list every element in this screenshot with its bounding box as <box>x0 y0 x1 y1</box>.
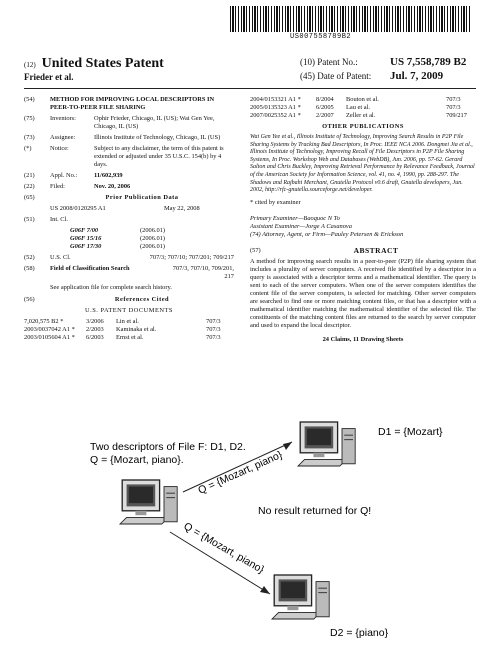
field-code: (*) <box>24 145 32 152</box>
field-label: Int. Cl. <box>50 216 68 223</box>
intcl-list <box>24 227 234 251</box>
reference-row: 2005/0135323 A1 * 6/2005 Lau et al. 707/3 <box>250 104 461 111</box>
no-result-label: No result returned for Q! <box>258 505 372 517</box>
barcode <box>230 6 470 32</box>
intcl-row: G06F 7/00 (2006.01) <box>70 227 166 234</box>
refs-heading: References Cited <box>114 296 170 303</box>
intcl-row: G06F 15/16 (2006.01) <box>70 235 166 242</box>
filed-field <box>24 183 234 191</box>
query-lower-label: Q = {Mozart, piano} <box>181 520 267 576</box>
arrow-head-icon <box>260 586 270 594</box>
appl-field <box>24 172 234 180</box>
field-search-value: 707/3, 707/10, 709/201, 217 <box>172 265 234 280</box>
appl-value: 11/602,939 <box>94 172 123 179</box>
patent-date: Jul. 7, 2009 <box>390 70 444 82</box>
representative-figure <box>20 382 480 645</box>
other-publications: Wai Gen Yee et al., Illinois Institute of Technology, Improving Search Results in P2P File Sharing Systems by Tracking Bad Descriptors, In Proc. IEEE NCA 2006. Dongmei Jia et al., Illinois Institute of Technology, Improving Recall of File Descriptors in P2P File Sharing Systems, In Proc. Workshop Web and Databases (WebDB), Jun. 2006, pp. 57-62. Gerard Salton and Chris Buckley, Improving Retrieval Performance by Relevance Feedback, Journal of the American Society for Information Science, vol. 41, no. 4, 1990, pp. 288-297. The Shadows and Rajbahi Merchant, Gnutella Protocol v0.6 draft, Gnutella developers, Jun. 2002, http://rfc-gnutella.sourceforge.net/developer. <box>250 134 475 194</box>
field-search <box>24 265 234 281</box>
field-label: Assignee: <box>50 134 76 141</box>
field-label: Field of Classification Search <box>50 265 130 272</box>
prior-pub-number: US 2008/0120295 A1 <box>50 205 106 212</box>
field-code: (75) <box>24 115 35 122</box>
querying-computer-icon <box>120 480 177 524</box>
other-publications-heading: OTHER PUBLICATIONS <box>322 123 404 130</box>
peer-d2-computer-icon <box>272 575 329 619</box>
prior-pub-row <box>24 205 234 213</box>
cited-by-examiner: * cited by examiner <box>250 198 301 206</box>
uscl-field <box>24 254 234 262</box>
patent-office-title <box>24 56 164 72</box>
figure-caption-line2: Q = {Mozart, piano}. <box>90 454 184 466</box>
patent-number: US 7,558,789 B2 <box>390 56 467 68</box>
field-code: (57) <box>250 246 261 254</box>
left-column <box>24 96 234 342</box>
patent-number-line <box>300 56 466 68</box>
field-code: (21) <box>24 172 35 179</box>
assignee-field <box>24 134 234 142</box>
field-code: (56) <box>24 296 35 303</box>
field-search-note: See application file for complete search history. <box>50 284 172 291</box>
intcl-field <box>24 216 234 224</box>
intcl-row: G06F 17/30 (2006.01) <box>70 243 166 250</box>
prior-pub-heading: Prior Publication Data <box>105 194 179 201</box>
refs-list <box>24 318 234 342</box>
field-code: (22) <box>24 183 35 190</box>
assignee-value: Illinois Institute of Technology, Chicago, IL (US) <box>94 134 221 141</box>
invention-title: METHOD FOR IMPROVING LOCAL DESCRIPTORS IN PEER-TO-PEER FILE SHARING <box>50 96 215 111</box>
notice-field <box>24 145 234 169</box>
field-code: (73) <box>24 134 35 141</box>
notice-value: Subject to any disclaimer, the term of this patent is extended or adjusted under 35 U.S.C. 154(b) by 4 days. <box>94 145 224 168</box>
reference-row: 7,020,575 B2 * 3/2006 Lin et al. 707/3 <box>24 318 221 325</box>
date-code: (45) <box>300 71 315 81</box>
peer-d1-computer-icon <box>298 422 355 466</box>
patent-no-label: Patent No.: <box>317 57 358 67</box>
refs-heading-row <box>24 296 234 304</box>
abstract-heading-row <box>250 247 476 255</box>
arrow-head-icon <box>283 442 292 450</box>
field-label: Inventors: <box>50 115 76 122</box>
country-code: (12) <box>24 61 36 69</box>
primary-examiner: Primary Examiner—Baoquoc N To <box>250 214 340 222</box>
date-label: Date of Patent: <box>317 71 372 81</box>
field-code: (52) <box>24 254 35 261</box>
reference-row: 2003/0037042 A1 * 2/2003 Kaminaka et al. 707/3 <box>24 326 221 333</box>
descriptor-d1-label: D1 = {Mozart} <box>378 426 443 438</box>
patent-no-code: (10) <box>300 57 315 67</box>
refs-list-cont <box>250 96 476 120</box>
field-code: (58) <box>24 265 35 272</box>
header-divider <box>24 88 476 89</box>
field-code: (65) <box>24 194 35 201</box>
patent-date-line <box>300 70 443 82</box>
field-label: Notice: <box>50 145 69 152</box>
field-code: (54) <box>24 96 35 103</box>
inventors-field <box>24 115 234 131</box>
field-code: (51) <box>24 216 35 223</box>
refs-subheading: U.S. PATENT DOCUMENTS <box>85 307 173 314</box>
filed-value: Nov. 20, 2006 <box>94 183 131 190</box>
field-label: Appl. No.: <box>50 172 78 179</box>
abstract-heading: ABSTRACT <box>353 245 399 255</box>
patent-title-text: United States Patent <box>41 56 164 71</box>
attorney: (74) Attorney, Agent, or Firm—Pauley Petersen & Erickson <box>250 230 404 238</box>
uscl-value: 707/3; 707/10; 707/201; 709/217 <box>149 254 234 261</box>
query-upper-label: Q = {Mozart, piano} <box>196 448 285 497</box>
inventors-value: Ophir Frieder, Chicago, IL (US); Wai Gen Yee, Chicago, IL (US) <box>94 115 215 130</box>
inventors-short: Frieder et al. <box>24 72 74 82</box>
barcode-number: US007558789B2 <box>290 33 352 41</box>
reference-row: 2003/0105604 A1 * 6/2003 Ernst et al. 707/3 <box>24 334 221 341</box>
prior-pub-date: May 22, 2008 <box>164 205 200 212</box>
field-label: U.S. Cl. <box>50 254 71 261</box>
claims-summary: 24 Claims, 11 Drawing Sheets <box>322 335 404 343</box>
right-column <box>250 96 476 344</box>
reference-row: 2004/0153321 A1 * 8/2004 Bouton et al. 707/3 <box>250 96 461 103</box>
prior-pub-heading-row <box>24 194 234 202</box>
figure-caption-line1: Two descriptors of File F: D1, D2. <box>90 441 246 453</box>
title-field <box>24 96 234 112</box>
assistant-examiner: Assistant Examiner—Jorge A Casanova <box>250 222 352 230</box>
reference-row: 2007/0025352 A1 * 2/2007 Zeller et al. 709/217 <box>250 112 467 119</box>
abstract-text: A method for improving search results in a peer-to-peer (P2P) file sharing system that includes a plurality of server computers. A received file identified by a descriptor in a query is associated with a descriptor terms and a mathematical identifier. The query is sent to each of the server computers. When one of the server computers identifies the content file of the server computers, is selected for matching. Other server computers are searched to find one or more matching content files, or that has a descriptor with a mathematical identifier matching the mathematical identifier of the selected file. The constituents of the matching content files are returned to the search by server computer and used to expand the local descriptor. <box>250 257 476 329</box>
descriptor-d2-label: D2 = {piano} <box>330 627 389 639</box>
field-label: Filed: <box>50 183 65 190</box>
